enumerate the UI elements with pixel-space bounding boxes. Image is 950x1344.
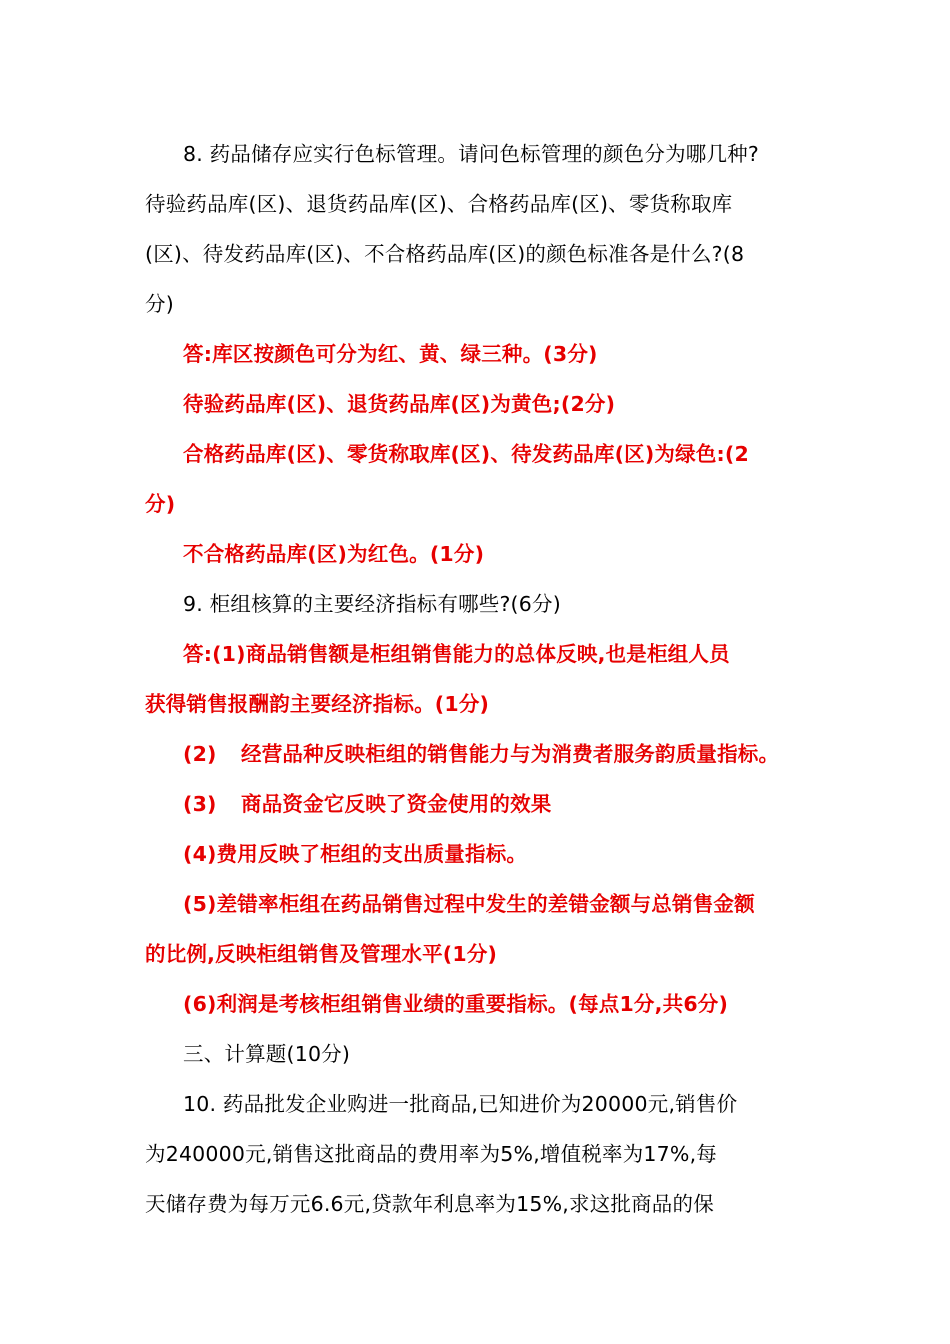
question-8-line-4: 分) <box>145 292 174 316</box>
answer-9-item-6: (6)利润是考核柜组销售业绩的重要指标。(每点1分,共6分) <box>183 992 729 1016</box>
question-8-line-3: (区)、待发药品库(区)、不合格药品库(区)的颜色标准各是什么?(8 <box>145 242 745 266</box>
answer-9-item-3 <box>145 779 810 829</box>
question-8-line-2: 待验药品库(区)、退货药品库(区)、合格药品库(区)、零货称取库 <box>145 192 733 216</box>
question-10-line-2: 为240000元,销售这批商品的费用率为5%,增值税率为17%,每 <box>145 1142 717 1166</box>
answer-9-line-2: 获得销售报酬韵主要经济指标。(1分) <box>145 692 490 716</box>
answer-9-item-5-cont: 的比例,反映柜组销售及管理水平(1分) <box>145 942 498 966</box>
answer-8-line-3: 合格药品库(区)、零货称取库(区)、待发药品库(区)为绿色:(2 <box>183 442 749 466</box>
question-10-line-3: 天储存费为每万元6.6元,贷款年利息率为15%,求这批商品的保 <box>145 1192 714 1216</box>
answer-8-line-4: 分) <box>145 492 176 516</box>
answer-9-item-4: (4)费用反映了柜组的支出质量指标。 <box>183 842 528 866</box>
answer-9-item-5: (5)差错率柜组在药品销售过程中发生的差错金额与总销售金额 <box>183 892 755 916</box>
answer-9-line-1: 答:(1)商品销售额是柜组销售能力的总体反映,也是柜组人员 <box>183 642 730 666</box>
answer-9-item-2 <box>145 729 810 779</box>
section-3-title: 三、计算题(10分) <box>183 1042 351 1066</box>
answer-8-line-2: 待验药品库(区)、退货药品库(区)为黄色;(2分) <box>183 392 616 416</box>
document-page <box>145 129 810 1229</box>
question-9-line-1: 9. 柜组核算的主要经济指标有哪些?(6分) <box>183 592 561 616</box>
answer-9-item-2-number: (2) <box>183 742 217 766</box>
question-10-line-1: 10. 药品批发企业购进一批商品,已知进价为20000元,销售价 <box>183 1092 738 1116</box>
answer-8-line-5: 不合格药品库(区)为红色。(1分) <box>183 542 485 566</box>
answer-9-item-3-number: (3) <box>183 792 217 816</box>
answer-9-item-3-text: 商品资金它反映了资金使用的效果 <box>241 792 552 816</box>
question-8-line-1: 8. 药品储存应实行色标管理。请问色标管理的颜色分为哪几种? <box>183 142 759 166</box>
answer-8-line-1: 答:库区按颜色可分为红、黄、绿三种。(3分) <box>183 342 598 366</box>
answer-9-item-2-text: 经营品种反映柜组的销售能力与为消费者服务韵质量指标。 <box>241 742 780 766</box>
